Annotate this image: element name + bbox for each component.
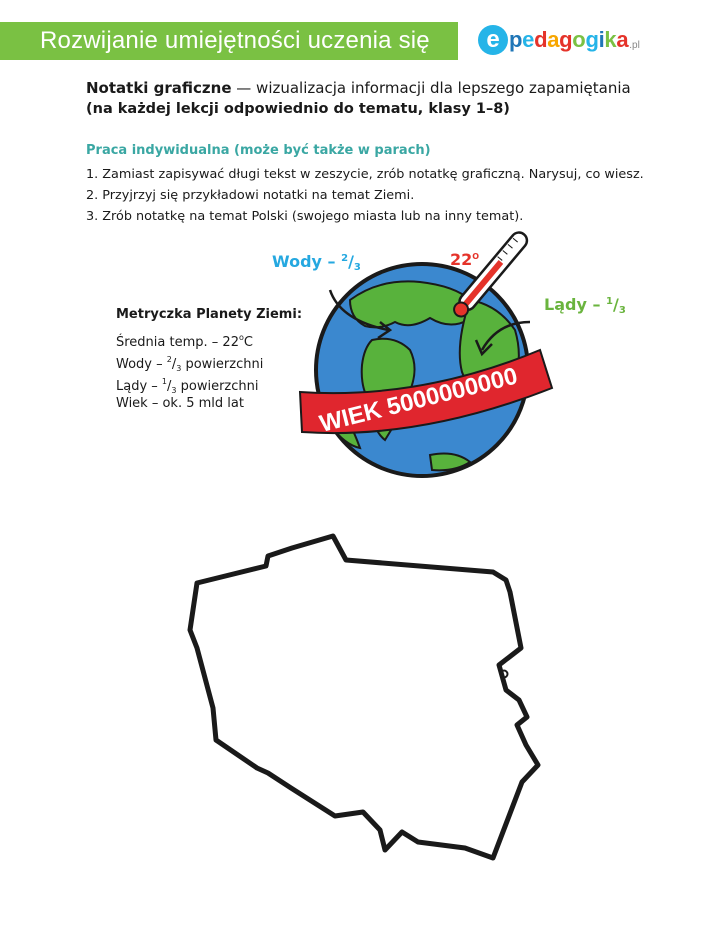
page-subtitle: (na każdej lekcji odpowiednio do tematu, klasy 1–8): [86, 101, 510, 117]
instruction-item: 2. Przyjrzyj się przykładowi notatki na temat Ziemi.: [86, 188, 415, 203]
metrics-temp: Średnia temp. – 22$^o$C: [116, 333, 253, 350]
metrics-land: Lądy – $^1/_3$ powierzchni: [116, 377, 259, 395]
instruction-item: 1. Zamiast zapisywać długi tekst w zeszycie, zrób notatkę graficzną. Narysuj, co wiesz.: [86, 167, 644, 182]
banner-text: WIEK 5000000000: [316, 362, 521, 438]
header-title: Rozwijanie umiejętności uczenia się: [40, 27, 430, 54]
title-strong: Notatki graficzne: [86, 79, 232, 97]
logo-e-icon: e: [478, 25, 508, 55]
water-label: Wody – $^2/_3$: [272, 252, 361, 273]
metrics-water: Wody – $^2/_3$ powierzchni: [116, 355, 264, 373]
logo-wordmark: pedagogika: [509, 27, 629, 52]
metrics-age: Wiek – ok. 5 mld lat: [116, 396, 244, 411]
temperature-label: $22^O$: [450, 250, 480, 269]
logo-tld: .pl: [629, 39, 640, 51]
poland-outline: [190, 536, 538, 858]
task-heading: Praca indywidualna (może być także w parach): [86, 143, 431, 158]
instruction-item: 3. Zrób notatkę na temat Polski (swojego miasta lub na inny temat).: [86, 209, 524, 224]
metrics-title: Metryczka Planety Ziemi:: [116, 307, 303, 322]
title-rest: — wizualizacja informacji dla lepszego zapamiętania: [231, 79, 631, 97]
land-label: Lądy – $^1/_3$: [544, 295, 626, 316]
